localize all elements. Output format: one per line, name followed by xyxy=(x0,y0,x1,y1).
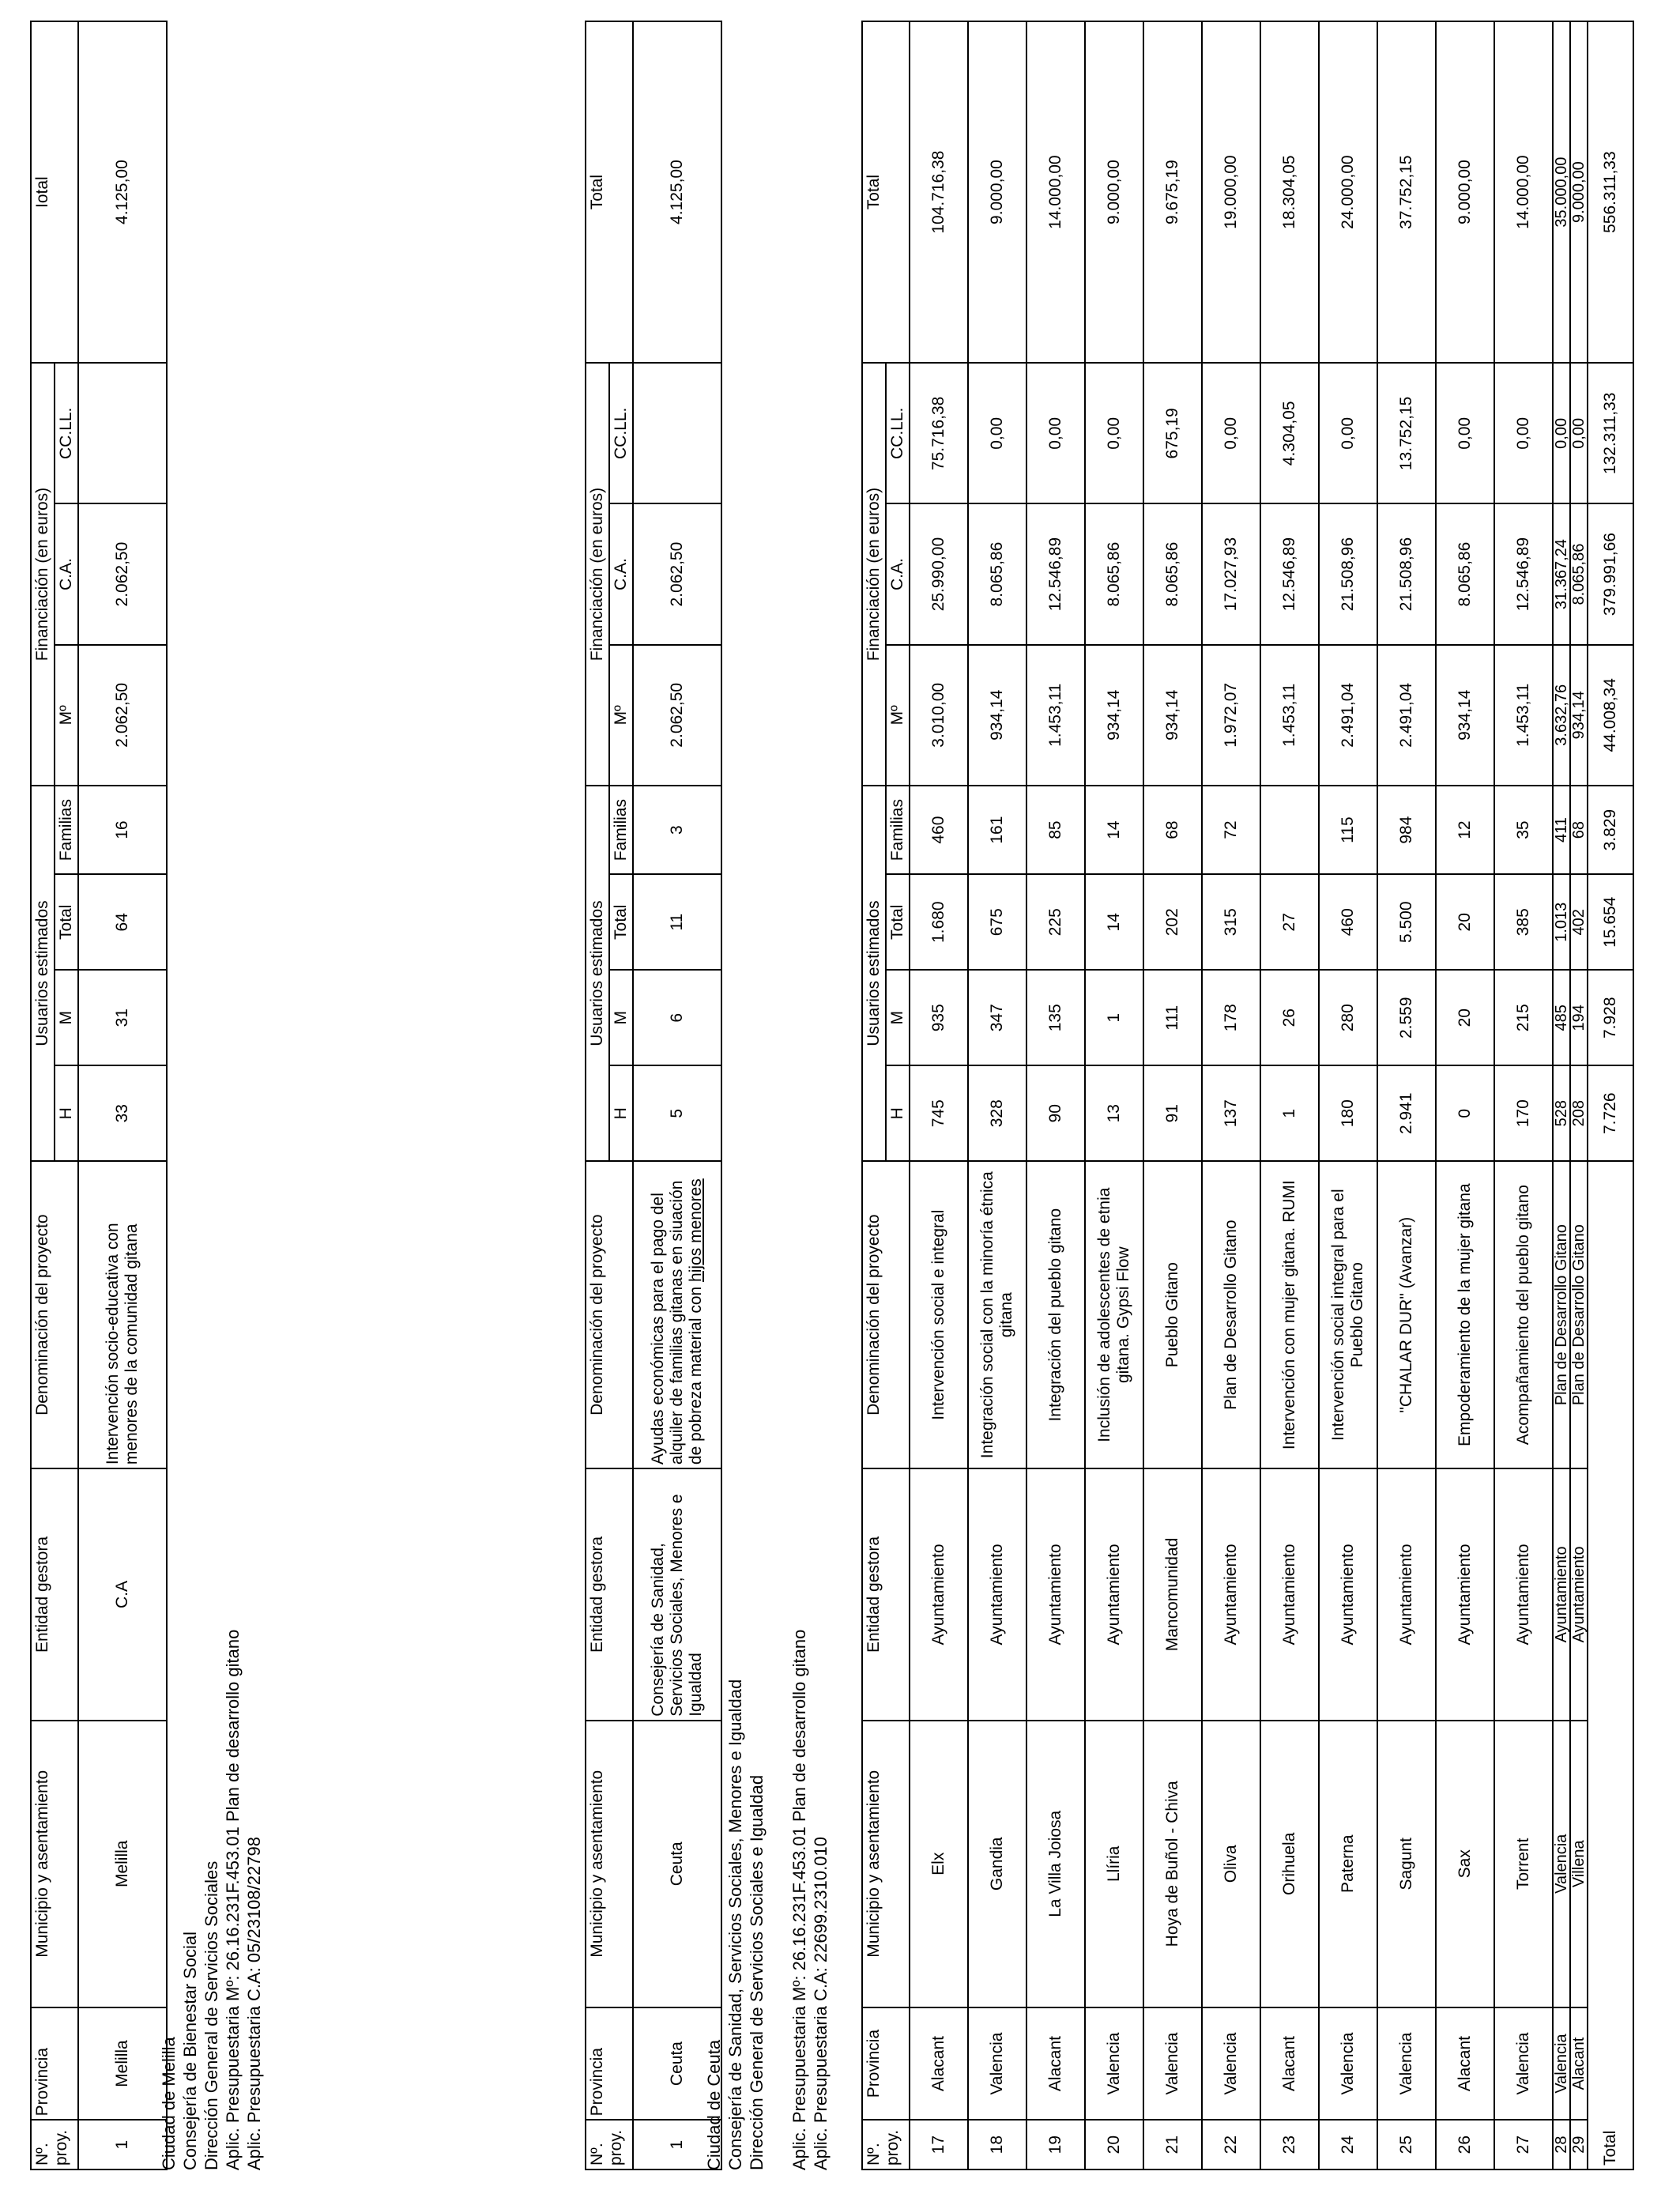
cell-financiacion-mo: 934,14 xyxy=(1436,645,1494,786)
cell-provincia: Valencia xyxy=(1319,2007,1377,2120)
cell-provincia: Valencia xyxy=(1377,2007,1436,2120)
cell-municipio: Sagunt xyxy=(1377,1721,1436,2007)
cell-row-total: 18.304,05 xyxy=(1260,21,1319,363)
cell-usuarios-h: 13 xyxy=(1085,1065,1143,1161)
cell-row-total: 104.716,38 xyxy=(910,21,968,363)
cell-municipio: Sax xyxy=(1436,1721,1494,2007)
ceuta-heading-line: Dirección General de Servicios Sociales e Igualdad xyxy=(747,1774,767,2170)
cell-financiacion-mo: 934,14 xyxy=(1085,645,1143,786)
cell-familias: 411 xyxy=(1553,786,1570,874)
cell-financiacion-ca: 17.027,93 xyxy=(1202,503,1260,644)
cell-row-total: 35.000,00 xyxy=(1553,21,1570,363)
cell-denominacion: Integración social con la minoría étnica gitana xyxy=(968,1161,1026,1468)
ceuta-heading-line: Consejería de Sanidad, Servicios Sociales, Menores e Igualdad xyxy=(725,1679,745,2170)
table-row xyxy=(1436,21,1494,2169)
cell-entidad: Ayuntamiento xyxy=(1494,1468,1553,1721)
melilla-heading-line: Dirección General de Servicios Sociales xyxy=(202,1860,221,2170)
ceuta-header-municipio: Municipio y asentamiento xyxy=(586,1721,633,2007)
cell-usuarios-m: 1 xyxy=(1085,970,1143,1065)
total-label: Total xyxy=(1588,1161,1633,2169)
cell-project-number: 27 xyxy=(1494,2120,1553,2169)
main-table-body xyxy=(910,21,1588,2169)
table-row xyxy=(1085,21,1143,2169)
cell-familias: 161 xyxy=(968,786,1026,874)
table-row xyxy=(1319,21,1377,2169)
cell-usuarios-m: 935 xyxy=(910,970,968,1065)
melilla-familias: 16 xyxy=(78,786,167,874)
melilla-header-usuarios-total: Total xyxy=(55,874,78,970)
ceuta-heading-line: Ciudad de Ceuta xyxy=(704,2039,724,2170)
table-row xyxy=(1026,21,1085,2169)
ceuta-denominacion-text: Ayudas económicas para el pago del alquiler de familias gitanas en siuación de pobreza material con xyxy=(649,1180,706,1465)
cell-usuarios-m: 26 xyxy=(1260,970,1319,1065)
cell-familias xyxy=(1260,786,1319,874)
melilla-table xyxy=(30,21,168,2170)
cell-familias: 85 xyxy=(1026,786,1085,874)
header-mo: Mº xyxy=(886,645,910,786)
cell-provincia: Valencia xyxy=(1553,2007,1570,2120)
header-denominacion: Denominación del proyecto xyxy=(862,1161,910,1468)
header-entidad: Entidad gestora xyxy=(862,1468,910,1721)
cell-usuarios-total: 1.680 xyxy=(910,874,968,970)
melilla-header-entidad: Entidad gestora xyxy=(31,1468,78,1721)
cell-municipio: Llíria xyxy=(1085,1721,1143,2007)
ceuta-header-total: Total xyxy=(586,21,633,363)
total-ccll: 132.311,33 xyxy=(1588,363,1633,503)
melilla-header-num: Nº. proy. xyxy=(31,2120,78,2169)
cell-entidad: Ayuntamiento xyxy=(910,1468,968,1721)
ceuta-header-financiacion: Financiación (en euros) xyxy=(586,363,609,786)
cell-usuarios-m: 135 xyxy=(1026,970,1085,1065)
cell-municipio: Gandia xyxy=(968,1721,1026,2007)
cell-familias: 68 xyxy=(1570,786,1588,874)
melilla-municipio: Melilla xyxy=(78,1721,167,2007)
cell-familias: 115 xyxy=(1319,786,1377,874)
cell-financiacion-mo: 1.453,11 xyxy=(1494,645,1553,786)
cell-project-number: 20 xyxy=(1085,2120,1143,2169)
header-ccll: CC.LL. xyxy=(886,363,910,503)
ceuta-heading-line: Aplic. Presupuestaria Mº: 26.16.231F.453.01 Plan de desarrollo gitano xyxy=(789,1629,809,2170)
ceuta-header-usuarios: Usuarios estimados xyxy=(586,786,609,1161)
melilla-header-ca: C.A. xyxy=(55,503,78,644)
cell-municipio: La Villa Joiosa xyxy=(1026,1721,1085,2007)
cell-provincia: Alacant xyxy=(1260,2007,1319,2120)
melilla-header-usuarios: Usuarios estimados xyxy=(31,786,55,1161)
cell-financiacion-ca: 31.367,24 xyxy=(1553,503,1570,644)
cell-usuarios-total: 202 xyxy=(1143,874,1202,970)
ceuta-header-familias: Familias xyxy=(609,786,633,874)
main-total-row xyxy=(1588,21,1633,2169)
total-mo: 44.008,34 xyxy=(1588,645,1633,786)
cell-denominacion: Inclusión de adolescentes de etnia gitana. Gypsi Flow xyxy=(1085,1161,1143,1468)
total-h: 7.726 xyxy=(1588,1065,1633,1161)
ceuta-header-ccll: CC.LL. xyxy=(609,363,633,503)
ceuta-header-h: H xyxy=(609,1065,633,1161)
ceuta-heading-line: Aplic. Presupuestaria C.A: 22699.2310.010 xyxy=(811,1837,831,2170)
cell-financiacion-mo: 1.453,11 xyxy=(1026,645,1085,786)
melilla-heading xyxy=(158,1630,265,2170)
table-row xyxy=(1202,21,1260,2169)
cell-financiacion-mo: 2.491,04 xyxy=(1319,645,1377,786)
cell-row-total: 37.752,15 xyxy=(1377,21,1436,363)
melilla-heading-line: Aplic. Presupuestaria C.A: 05/23108/22798 xyxy=(244,1837,264,2170)
header-usuarios: Usuarios estimados xyxy=(862,786,886,1161)
header-provincia: Provincia xyxy=(862,2007,910,2120)
melilla-header-row-1 xyxy=(31,21,55,2169)
cell-usuarios-m: 20 xyxy=(1436,970,1494,1065)
cell-financiacion-ca: 8.065,86 xyxy=(1570,503,1588,644)
ceuta-total: 4.125,00 xyxy=(633,21,721,363)
cell-provincia: Valencia xyxy=(968,2007,1026,2120)
cell-financiacion-ca: 8.065,86 xyxy=(1143,503,1202,644)
cell-row-total: 9.000,00 xyxy=(1085,21,1143,363)
cell-denominacion: Intervención con mujer gitana. RUMI xyxy=(1260,1161,1319,1468)
melilla-ccll xyxy=(78,363,167,503)
table-row xyxy=(1494,21,1553,2169)
cell-financiacion-mo: 2.491,04 xyxy=(1377,645,1436,786)
cell-row-total: 9.675,19 xyxy=(1143,21,1202,363)
cell-project-number: 26 xyxy=(1436,2120,1494,2169)
cell-familias: 14 xyxy=(1085,786,1143,874)
cell-entidad: Ayuntamiento xyxy=(1026,1468,1085,1721)
cell-financiacion-ca: 12.546,89 xyxy=(1494,503,1553,644)
cell-usuarios-m: 280 xyxy=(1319,970,1377,1065)
melilla-num: 1 xyxy=(78,2120,167,2169)
melilla-entidad: C.A xyxy=(78,1468,167,1721)
cell-financiacion-ccll: 0,00 xyxy=(1494,363,1553,503)
cell-project-number: 25 xyxy=(1377,2120,1436,2169)
cell-denominacion: Empoderamiento de la mujer gitana xyxy=(1436,1161,1494,1468)
cell-usuarios-total: 5.500 xyxy=(1377,874,1436,970)
cell-project-number: 29 xyxy=(1570,2120,1588,2169)
cell-familias: 460 xyxy=(910,786,968,874)
cell-usuarios-total: 14 xyxy=(1085,874,1143,970)
cell-usuarios-m: 111 xyxy=(1143,970,1202,1065)
cell-row-total: 9.000,00 xyxy=(1570,21,1588,363)
cell-row-total: 9.000,00 xyxy=(1436,21,1494,363)
ceuta-total-usuarios: 11 xyxy=(633,874,721,970)
cell-usuarios-total: 385 xyxy=(1494,874,1553,970)
melilla-m: 31 xyxy=(78,970,167,1065)
cell-financiacion-ca: 12.546,89 xyxy=(1026,503,1085,644)
cell-usuarios-h: 1 xyxy=(1260,1065,1319,1161)
cell-usuarios-h: 0 xyxy=(1436,1065,1494,1161)
melilla-mo: 2.062,50 xyxy=(78,645,167,786)
cell-usuarios-h: 208 xyxy=(1570,1065,1588,1161)
cell-municipio: Orihuela xyxy=(1260,1721,1319,2007)
cell-financiacion-ccll: 0,00 xyxy=(968,363,1026,503)
cell-usuarios-m: 2.559 xyxy=(1377,970,1436,1065)
cell-financiacion-mo: 934,14 xyxy=(1570,645,1588,786)
melilla-header-h: H xyxy=(55,1065,78,1161)
cell-financiacion-ccll: 0,00 xyxy=(1436,363,1494,503)
cell-familias: 984 xyxy=(1377,786,1436,874)
cell-financiacion-mo: 3.632,76 xyxy=(1553,645,1570,786)
cell-usuarios-total: 1.013 xyxy=(1553,874,1570,970)
melilla-header-total: Iotal xyxy=(31,21,78,363)
header-familias: Familias xyxy=(886,786,910,874)
melilla-header-ccll: CC.LL. xyxy=(55,363,78,503)
cell-denominacion: "CHALAR DUR" (Avanzar) xyxy=(1377,1161,1436,1468)
header-usuarios-total: Total xyxy=(886,874,910,970)
cell-usuarios-h: 137 xyxy=(1202,1065,1260,1161)
ceuta-table xyxy=(585,21,722,2170)
cell-usuarios-h: 90 xyxy=(1026,1065,1085,1161)
ceuta-denominacion xyxy=(633,1161,721,1468)
cell-financiacion-ccll: 0,00 xyxy=(1202,363,1260,503)
cell-financiacion-ca: 8.065,86 xyxy=(968,503,1026,644)
ceuta-header-row-1 xyxy=(586,21,609,2169)
table-row xyxy=(1143,21,1202,2169)
header-h: H xyxy=(886,1065,910,1161)
cell-denominacion: Plan de Desarrollo Gitano xyxy=(1570,1161,1588,1468)
cell-financiacion-ca: 8.065,86 xyxy=(1085,503,1143,644)
cell-denominacion: Pueblo Gitano xyxy=(1143,1161,1202,1468)
cell-provincia: Alacant xyxy=(1026,2007,1085,2120)
cell-denominacion: Plan de Desarrollo Gitano xyxy=(1202,1161,1260,1468)
header-total: Total xyxy=(862,21,910,363)
ceuta-header-mo: Mº xyxy=(609,645,633,786)
cell-row-total: 19.000,00 xyxy=(1202,21,1260,363)
cell-row-total: 14.000,00 xyxy=(1026,21,1085,363)
cell-entidad: Mancomunidad xyxy=(1143,1468,1202,1721)
cell-entidad: Ayuntamiento xyxy=(968,1468,1026,1721)
cell-financiacion-mo: 3.010,00 xyxy=(910,645,968,786)
total-familias: 3.829 xyxy=(1588,786,1633,874)
cell-financiacion-ca: 21.508,96 xyxy=(1319,503,1377,644)
ceuta-header-usuarios-total: Total xyxy=(609,874,633,970)
header-ca: C.A. xyxy=(886,503,910,644)
cell-usuarios-m: 215 xyxy=(1494,970,1553,1065)
ceuta-entidad: Consejería de Sanidad, Servicios Sociales, Menores e Igualdad xyxy=(633,1468,721,1721)
cell-usuarios-h: 91 xyxy=(1143,1065,1202,1161)
ceuta-header-m: M xyxy=(609,970,633,1065)
main-header-row-1 xyxy=(862,21,886,2169)
table-row xyxy=(910,21,968,2169)
cell-usuarios-m: 347 xyxy=(968,970,1026,1065)
cell-municipio: Oliva xyxy=(1202,1721,1260,2007)
cell-municipio: Torrent xyxy=(1494,1721,1553,2007)
cell-project-number: 23 xyxy=(1260,2120,1319,2169)
cell-usuarios-total: 675 xyxy=(968,874,1026,970)
cell-entidad: Ayuntamiento xyxy=(1085,1468,1143,1721)
table-row xyxy=(968,21,1026,2169)
cell-row-total: 14.000,00 xyxy=(1494,21,1553,363)
ceuta-heading-spacer xyxy=(767,1630,789,2170)
main-projects-table xyxy=(861,21,1634,2170)
cell-financiacion-ca: 8.065,86 xyxy=(1436,503,1494,644)
cell-project-number: 24 xyxy=(1319,2120,1377,2169)
melilla-total: 4.125,00 xyxy=(78,21,167,363)
cell-familias: 72 xyxy=(1202,786,1260,874)
melilla-ca: 2.062,50 xyxy=(78,503,167,644)
cell-row-total: 24.000,00 xyxy=(1319,21,1377,363)
ceuta-denominacion-underlined: hijos menores xyxy=(687,1178,706,1282)
cell-usuarios-h: 745 xyxy=(910,1065,968,1161)
cell-familias: 35 xyxy=(1494,786,1553,874)
header-num: Nº. proy. xyxy=(862,2120,910,2169)
cell-denominacion: Plan de Desarrollo Gitano xyxy=(1553,1161,1570,1468)
ceuta-heading xyxy=(703,1630,831,2170)
ceuta-m: 6 xyxy=(633,970,721,1065)
cell-familias: 68 xyxy=(1143,786,1202,874)
cell-financiacion-ccll: 675,19 xyxy=(1143,363,1202,503)
melilla-header-mo: Mº xyxy=(55,645,78,786)
ceuta-header-num: Nº. proy. xyxy=(586,2120,633,2169)
melilla-h: 33 xyxy=(78,1065,167,1161)
cell-entidad: Ayuntamiento xyxy=(1377,1468,1436,1721)
melilla-denominacion: Intervención socio-educativa con menores de la comunidad gitana xyxy=(78,1161,167,1468)
cell-project-number: 19 xyxy=(1026,2120,1085,2169)
ceuta-num: 1 xyxy=(633,2120,721,2169)
cell-financiacion-ccll: 0,00 xyxy=(1026,363,1085,503)
melilla-row xyxy=(78,21,167,2169)
cell-financiacion-ccll: 4.304,05 xyxy=(1260,363,1319,503)
cell-entidad: Ayuntamiento xyxy=(1319,1468,1377,1721)
cell-provincia: Alacant xyxy=(1570,2007,1588,2120)
cell-provincia: Alacant xyxy=(1436,2007,1494,2120)
table-row xyxy=(1570,21,1588,2169)
total-total: 556.311,33 xyxy=(1588,21,1633,363)
cell-provincia: Alacant xyxy=(910,2007,968,2120)
cell-municipio: Valencia xyxy=(1553,1721,1570,2007)
cell-financiacion-mo: 1.453,11 xyxy=(1260,645,1319,786)
cell-denominacion: Acompañamiento del pueblo gitano xyxy=(1494,1161,1553,1468)
cell-row-total: 9.000,00 xyxy=(968,21,1026,363)
melilla-heading-line: Consejería de Bienestar Social xyxy=(180,1931,200,2170)
header-financiacion: Financiación (en euros) xyxy=(862,363,886,786)
cell-usuarios-h: 2.941 xyxy=(1377,1065,1436,1161)
cell-usuarios-h: 180 xyxy=(1319,1065,1377,1161)
total-usuarios: 15.654 xyxy=(1588,874,1633,970)
header-m: M xyxy=(886,970,910,1065)
melilla-header-familias: Familias xyxy=(55,786,78,874)
cell-familias: 12 xyxy=(1436,786,1494,874)
cell-municipio: Villena xyxy=(1570,1721,1588,2007)
ceuta-familias: 3 xyxy=(633,786,721,874)
cell-financiacion-ca: 12.546,89 xyxy=(1260,503,1319,644)
melilla-heading-line: Ciudad de Melilla xyxy=(159,2037,179,2170)
melilla-header-m: M xyxy=(55,970,78,1065)
cell-financiacion-ccll: 0,00 xyxy=(1085,363,1143,503)
ceuta-ccll xyxy=(633,363,721,503)
cell-denominacion: Intervención social integral para el Pueblo Gitano xyxy=(1319,1161,1377,1468)
melilla-provincia: Melilla xyxy=(78,2007,167,2120)
table-row xyxy=(1377,21,1436,2169)
cell-usuarios-m: 485 xyxy=(1553,970,1570,1065)
cell-usuarios-total: 402 xyxy=(1570,874,1588,970)
cell-project-number: 28 xyxy=(1553,2120,1570,2169)
cell-usuarios-total: 315 xyxy=(1202,874,1260,970)
cell-usuarios-m: 194 xyxy=(1570,970,1588,1065)
cell-financiacion-ca: 25.990,00 xyxy=(910,503,968,644)
cell-financiacion-ccll: 13.752,15 xyxy=(1377,363,1436,503)
ceuta-municipio: Ceuta xyxy=(633,1721,721,2007)
cell-entidad: Ayuntamiento xyxy=(1260,1468,1319,1721)
cell-project-number: 22 xyxy=(1202,2120,1260,2169)
melilla-total-usuarios: 64 xyxy=(78,874,167,970)
ceuta-header-entidad: Entidad gestora xyxy=(586,1468,633,1721)
table-row xyxy=(1260,21,1319,2169)
melilla-header-denominacion: Denominación del proyecto xyxy=(31,1161,78,1468)
cell-financiacion-ca: 21.508,96 xyxy=(1377,503,1436,644)
melilla-header-provincia: Provincia xyxy=(31,2007,78,2120)
cell-provincia: Valencia xyxy=(1202,2007,1260,2120)
table-row xyxy=(1553,21,1570,2169)
cell-usuarios-h: 328 xyxy=(968,1065,1026,1161)
cell-provincia: Valencia xyxy=(1143,2007,1202,2120)
cell-financiacion-ccll: 75.716,38 xyxy=(910,363,968,503)
cell-entidad: Ayuntamiento xyxy=(1570,1468,1588,1721)
cell-project-number: 17 xyxy=(910,2120,968,2169)
cell-financiacion-ccll: 0,00 xyxy=(1570,363,1588,503)
ceuta-row xyxy=(633,21,721,2169)
cell-provincia: Valencia xyxy=(1494,2007,1553,2120)
total-ca: 379.991,66 xyxy=(1588,503,1633,644)
cell-usuarios-h: 528 xyxy=(1553,1065,1570,1161)
melilla-header-municipio: Municipio y asentamiento xyxy=(31,1721,78,2007)
cell-usuarios-h: 170 xyxy=(1494,1065,1553,1161)
cell-project-number: 21 xyxy=(1143,2120,1202,2169)
cell-financiacion-mo: 934,14 xyxy=(1143,645,1202,786)
cell-provincia: Valencia xyxy=(1085,2007,1143,2120)
cell-financiacion-mo: 1.972,07 xyxy=(1202,645,1260,786)
ceuta-header-provincia: Provincia xyxy=(586,2007,633,2120)
cell-municipio: Elx xyxy=(910,1721,968,2007)
header-municipio: Municipio y asentamiento xyxy=(862,1721,910,2007)
ceuta-header-denominacion: Denominación del proyecto xyxy=(586,1161,633,1468)
cell-entidad: Ayuntamiento xyxy=(1553,1468,1570,1721)
ceuta-mo: 2.062,50 xyxy=(633,645,721,786)
cell-entidad: Ayuntamiento xyxy=(1436,1468,1494,1721)
cell-municipio: Hoya de Buñol - Chiva xyxy=(1143,1721,1202,2007)
cell-financiacion-ccll: 0,00 xyxy=(1319,363,1377,503)
cell-usuarios-total: 27 xyxy=(1260,874,1319,970)
cell-usuarios-total: 20 xyxy=(1436,874,1494,970)
melilla-header-financiacion: Financiación (en euros) xyxy=(31,363,55,786)
cell-usuarios-m: 178 xyxy=(1202,970,1260,1065)
cell-usuarios-total: 460 xyxy=(1319,874,1377,970)
ceuta-header-ca: C.A. xyxy=(609,503,633,644)
cell-project-number: 18 xyxy=(968,2120,1026,2169)
cell-entidad: Ayuntamiento xyxy=(1202,1468,1260,1721)
cell-financiacion-ccll: 0,00 xyxy=(1553,363,1570,503)
cell-municipio: Paterna xyxy=(1319,1721,1377,2007)
ceuta-h: 5 xyxy=(633,1065,721,1161)
cell-usuarios-total: 225 xyxy=(1026,874,1085,970)
ceuta-provincia: Ceuta xyxy=(633,2007,721,2120)
cell-denominacion: Integración del pueblo gitano xyxy=(1026,1161,1085,1468)
cell-denominacion: Intervención social e integral xyxy=(910,1161,968,1468)
cell-financiacion-mo: 934,14 xyxy=(968,645,1026,786)
melilla-heading-line: Aplic. Presupuestaria Mº: 26.16.231F.453.01 Plan de desarrollo gitano xyxy=(223,1629,243,2170)
total-m: 7.928 xyxy=(1588,970,1633,1065)
ceuta-ca: 2.062,50 xyxy=(633,503,721,644)
